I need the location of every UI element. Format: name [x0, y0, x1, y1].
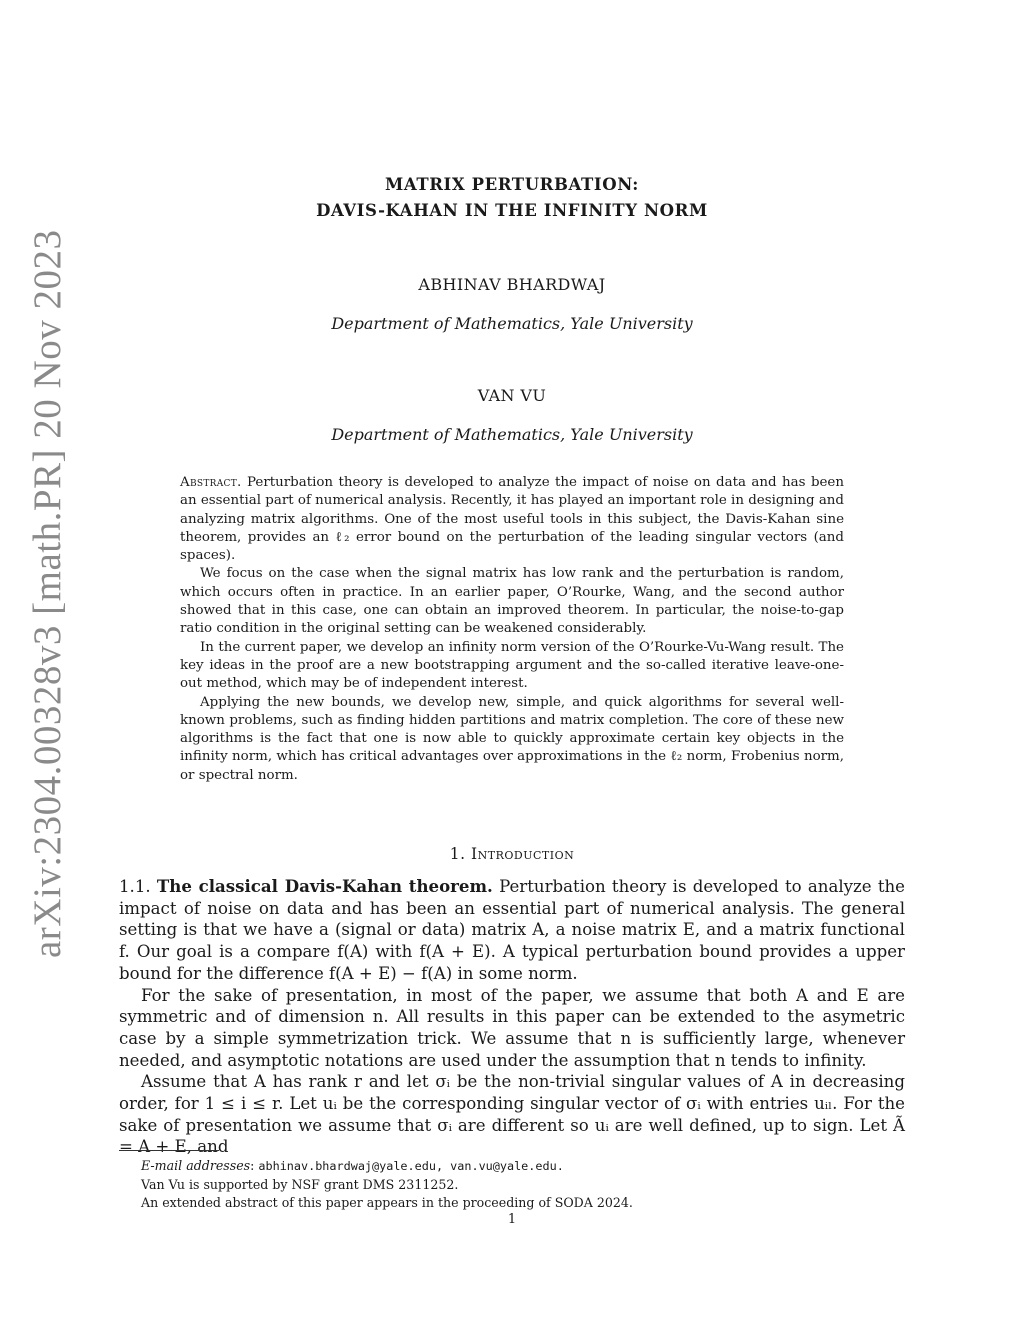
arxiv-identifier: arXiv:2304.00328v3 [math.PR] 20 Nov 2023	[26, 229, 69, 958]
footnotes	[119, 1157, 905, 1213]
subsection-title: The classical Davis-Kahan theorem.	[156, 876, 493, 896]
footnote-emails: E-mail addresses: abhinav.bhardwaj@yale.edu, van.vu@yale.edu.	[141, 1158, 564, 1173]
footnote-grant: Van Vu is supported by NSF grant DMS 2311252.	[141, 1176, 459, 1192]
body-paragraph-3: Assume that A has rank r and let σᵢ be the non-trivial singular values of A in decreasing order, for 1 ≤ i ≤ r. Let uᵢ be the corresponding singular vector of σᵢ with entries uᵢₗ. For the sake of presentation we assume that σᵢ are different so uᵢ are well defined, up to sign. Let Ã = A + E, and	[119, 1072, 905, 1157]
paper-title	[0, 172, 1024, 224]
body-text	[119, 876, 905, 1158]
footnote-rule	[119, 1150, 219, 1151]
section-heading: 1. Introduction	[449, 845, 575, 863]
email-addresses: abhinav.bhardwaj@yale.edu, van.vu@yale.edu.	[258, 1159, 564, 1173]
abstract-paragraph-2: We focus on the case when the signal matrix has low rank and the perturbation is random, which occurs often in practice. In an earlier paper, O’Rourke, Wang, and the second author showed that in this case, one can obtain an improved theorem. In particular, the noise-to-gap ratio condition in the original setting can be weakened considerably.	[180, 566, 844, 637]
title-line-1: MATRIX PERTURBATION:	[384, 175, 639, 194]
subsection-number: 1.1.	[119, 877, 151, 896]
abstract-label: Abstract.	[180, 475, 242, 490]
body-paragraph-2: For the sake of presentation, in most of the paper, we assume that both A and E are symmetric and of dimension n. All results in this paper can be extended to the asymetric case by a simple symmetrization trick. We assume that n is sufficiently large, whenever needed, and asymptotic notations are used under the assumption that n tends to infinity.	[119, 985, 905, 1070]
abstract-paragraph-4: Applying the new bounds, we develop new, simple, and quick algorithms for several well-known problems, such as finding hidden partitions and matrix completion. The core of these new algorithms is the fact that one is now able to quickly approximate certain key objects in the infinity norm, which has critical advantages over approximations in the ℓ₂ norm, Frobenius norm, or spectral norm.	[180, 694, 844, 783]
abstract-paragraph-3: In the current paper, we develop an infinity norm version of the O’Rourke-Vu-Wang result. The key ideas in the proof are a new bootstrapping argument and the so-called iterative leave-one-out method, which may be of independent interest.	[180, 639, 844, 692]
author-2-name: VAN VU	[477, 386, 547, 405]
author-1-name: ABHINAV BHARDWAJ	[418, 275, 606, 294]
email-label: E-mail addresses	[141, 1158, 251, 1173]
footnote-extended-abstract: An extended abstract of this paper appears in the proceeding of SODA 2024.	[141, 1195, 633, 1210]
title-line-2: DAVIS-KAHAN IN THE INFINITY NORM	[316, 201, 708, 220]
page-number: 1	[507, 1212, 517, 1227]
author-2-affiliation: Department of Mathematics, Yale University	[331, 425, 693, 444]
abstract-paragraph-1: Abstract. Perturbation theory is developed to analyze the impact of noise on data and has been an essential part of numerical analysis. Recently, it has played an important role in designing and analyzing matrix algorithms. One of the most useful tools in this subject, the Davis-Kahan sine theorem, provides an ℓ₂ error bound on the perturbation of the leading singular vectors (and spaces).	[180, 475, 844, 564]
abstract	[180, 474, 844, 785]
author-1-affiliation: Department of Mathematics, Yale University	[331, 314, 693, 333]
body-paragraph-1: 1.1. The classical Davis-Kahan theorem. Perturbation theory is developed to analyze the impact of noise on data and has been an essential part of numerical analysis. The general setting is that we have a (signal or data) matrix A, a noise matrix E, and a matrix functional f. Our goal is a compare f(A) with f(A + E). A typical perturbation bound provides a upper bound for the difference f(A + E) − f(A) in some norm.	[119, 876, 905, 983]
